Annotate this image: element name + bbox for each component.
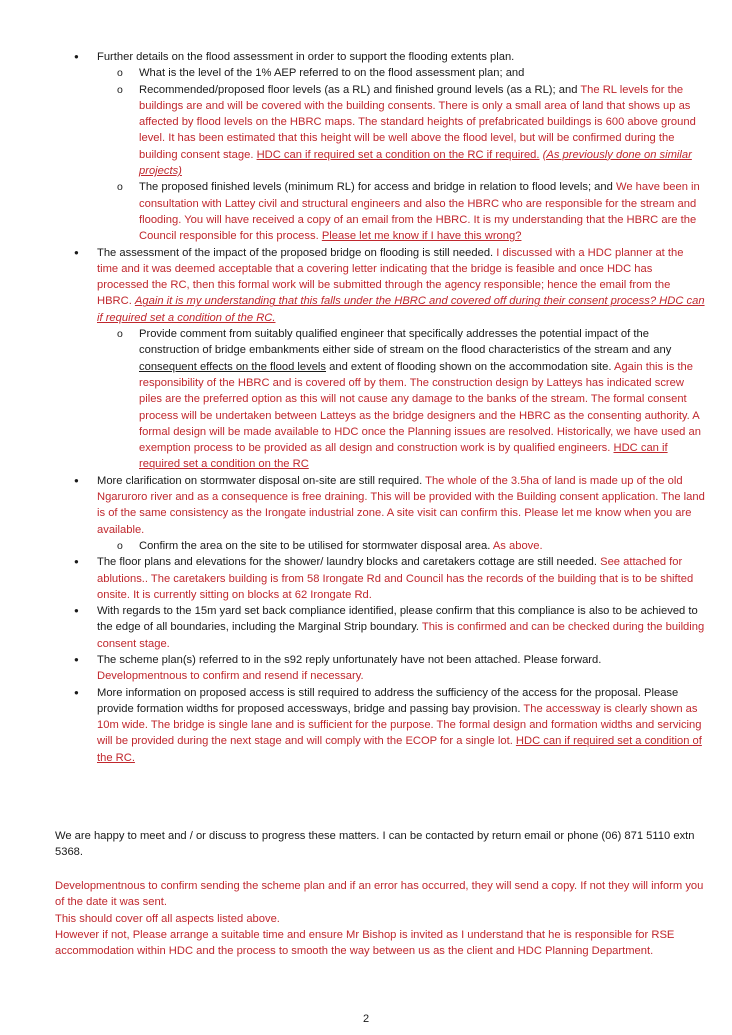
- closing-reply-line: This should cover off all aspects listed above.: [55, 912, 280, 925]
- rfi-sub-text: Recommended/proposed floor levels (as a RL) and finished ground levels (as a RL); and: [139, 83, 578, 96]
- rfi-text: More clarification on stormwater disposal on-site are still required.: [97, 474, 423, 487]
- rfi-text: More information on proposed access is still required to address the sufficiency of the access for the proposal. Please provide formation widths for proposed accessways, bridge and passing bay provision.: [97, 686, 679, 715]
- closing-reply: [55, 878, 710, 959]
- reply-condition: HDC can if required set a condition on the RC: [139, 442, 668, 471]
- rfi-text: The scheme plan(s) referred to in the s92 reply unfortunately have not been attached. Please forward.: [97, 653, 602, 666]
- rfi-sub-text-underlined: consequent effects on the flood levels: [139, 360, 327, 373]
- reply-condition: HDC can if required set a condition on the RC if required.: [256, 148, 540, 161]
- rfi-yard-setback: [97, 603, 707, 652]
- reply-text: Developmentnous to confirm and resend if necessary.: [97, 670, 364, 683]
- reply-question: Please let me know if I have this wrong?: [321, 230, 522, 243]
- rfi-sublist: [97, 65, 707, 244]
- rfi-sub-stormwater-area: [139, 538, 707, 554]
- rfi-sub-aep: [139, 65, 707, 81]
- rfi-bridge-impact: [97, 245, 707, 473]
- rfi-sub-text: Provide comment from suitably qualified engineer that specifically addresses the potential impact of the construction of bridge embankments either side of stream on the flood characteristics of the stream and any: [139, 328, 672, 357]
- rfi-sublist: [97, 538, 707, 554]
- reply-text: We have been in consultation with Lattey civil and structural engineers and also the HBRC who are responsible for the stream and flooding. You will have received a copy of an email from the HBRC. It is my understanding that the HBRC are the Council responsible for this process.: [139, 181, 700, 243]
- closing-reply-line: Developmentnous to confirm sending the scheme plan and if an error has occurred, they will send a copy. If not they will inform you of the date it was sent.: [55, 880, 704, 909]
- rfi-sub-floor-levels: [139, 82, 707, 180]
- rfi-sub-text: and extent of flooding shown on the accommodation site.: [329, 360, 612, 373]
- reply-text: As above.: [492, 539, 543, 552]
- rfi-floor-plans: [97, 554, 707, 603]
- reply-text: The whole of the 3.5ha of land is made up of the old Ngaruroro river and as a consequence is free draining. This will be provided with the Building consent application. The land is of the same consistency as the Irongate industrial zone. A site visit can confirm this. Please let me know when you are available.: [97, 474, 705, 536]
- reply-condition: HDC can if required set a condition of the RC.: [97, 735, 702, 764]
- closing-reply-line: However if not, Please arrange a suitable time and ensure Mr Bishop is invited as I understand that he is responsible for RSE accommodation within HDC and the process to smooth the way between us as the client and HDC Planning Department.: [55, 928, 675, 958]
- rfi-stormwater: [97, 473, 707, 554]
- reply-text: The RL levels for the buildings are and will be covered with the building consents. There is only a small area of land that shows up as affected by flood levels on the HBRC maps. The standard heights of prefabricated buildings is 600 above ground level. It has been estimated that this height will be well above the flood level, but will be confirmed during the building consent stage.: [139, 83, 696, 161]
- rfi-list: [97, 49, 707, 766]
- rfi-sub-engineer-comment: [139, 326, 707, 473]
- rfi-sub-text: The proposed finished levels (minimum RL) for access and bridge in relation to flood levels; and: [139, 181, 613, 194]
- rfi-sub-text: Confirm the area on the site to be utilised for stormwater disposal area.: [139, 539, 491, 552]
- rfi-text: The floor plans and elevations for the shower/ laundry blocks and caretakers cottage are still needed.: [97, 556, 597, 569]
- rfi-sub-access-levels: [139, 179, 707, 244]
- reply-text: This is confirmed and can be checked during the building consent stage.: [97, 621, 705, 650]
- reply-note: (As previously done on similar projects): [139, 148, 692, 178]
- reply-text: See attached for ablutions.. The caretakers building is from 58 Irongate Rd and Council has the records of the building that is to be shifted onsite. It is currently sitting on blocks at 62 Irongate Rd.: [97, 556, 694, 601]
- rfi-text: Further details on the flood assessment in order to support the flooding extents plan.: [97, 51, 515, 63]
- rfi-sub-text: What is the level of the 1% AEP referred to on the flood assessment plan; and: [139, 67, 525, 80]
- reply-text: The accessway is clearly shown as 10m wide. The bridge is single lane and is sufficient for the purpose. The formal design and formation widths and servicing will be provided during the next stage and will comply with the ECOP for a single lot.: [97, 702, 702, 748]
- rfi-sublist: [97, 326, 707, 473]
- rfi-scheme-plan: [97, 652, 707, 685]
- rfi-access: [97, 685, 707, 766]
- rfi-flood-assessment: [97, 49, 707, 245]
- reply-text: Again this is the responsibility of the HBRC and is covered off by them. The construction design by Latteys has indicated screw piles are the preferred option as this will not cause any damage to the banks of the stream. The formal consent process will be undertaken between Latteys as the bridge designers and the HBRC as the consenting authority. A formal design will be made available to HDC once the Planning issues are resolved. Historically, we have used an exemption process to be provided as all design and construction work is by qualified engineers.: [139, 360, 701, 455]
- reply-text: I discussed with a HDC planner at the time and it was deemed acceptable that a covering letter indicating that the bridge is feasible and once HDC has processed the RC, then this formal work will be submitted through the agency responsible; hence the email from the HBRC.: [97, 246, 684, 308]
- rfi-text: With regards to the 15m yard set back compliance identified, please confirm that this compliance is also to be achieved to the edge of all boundaries, including the Marginal Strip boundary.: [97, 605, 698, 634]
- page-number: 2: [362, 1013, 370, 1025]
- reply-note: Again it is my understanding that this falls under the HBRC and covered off during their consent process? HDC can if required set a condition of the RC.: [97, 295, 705, 324]
- contact-paragraph: We are happy to meet and / or discuss to progress these matters. I can be contacted by return email or phone (06) 871 5110 extn 5368.: [55, 830, 695, 859]
- rfi-text: The assessment of the impact of the proposed bridge on flooding is still needed.: [97, 246, 494, 259]
